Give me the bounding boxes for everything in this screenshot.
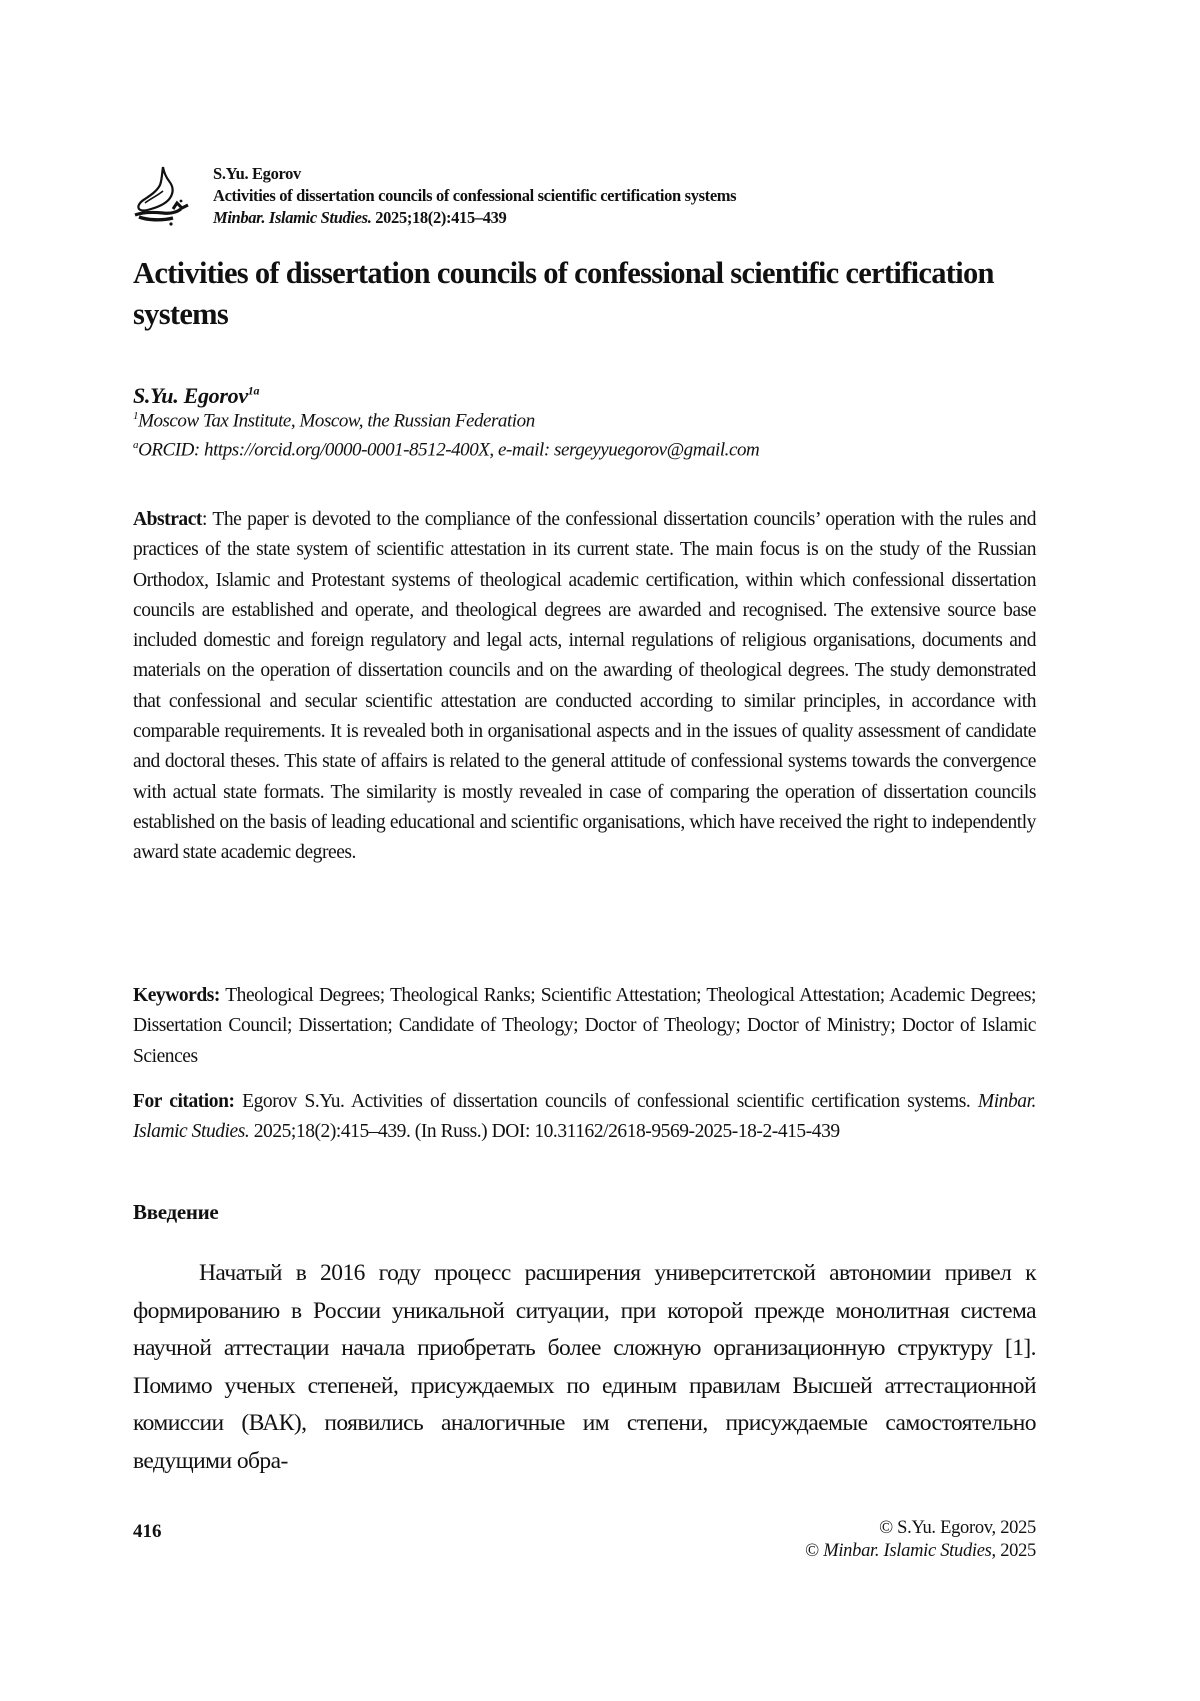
page-number: 416 xyxy=(133,1521,162,1542)
running-header-journal-line xyxy=(213,207,736,229)
author-name: S.Yu. Egorov$^{1a}$ xyxy=(133,383,260,408)
author-superscript: 1a xyxy=(247,383,260,398)
running-header-text xyxy=(213,163,736,229)
running-header-issue: 2025;18(2):415–439 xyxy=(371,208,507,227)
affiliation-text: Moscow Tax Institute, Moscow, the Russian Federation xyxy=(138,410,535,432)
running-header-journal: Minbar. Islamic Studies. xyxy=(213,208,372,227)
orcid-mark: a xyxy=(133,439,139,451)
citation-text-after: 2025;18(2):415–439. (In Russ.) DOI: 10.31162/2618-9569-2025-18-2-415-439 xyxy=(249,1121,840,1143)
abstract-label: Abstract xyxy=(133,509,202,530)
affiliation-mark: 1 xyxy=(133,410,139,422)
citation-journal: Minbar. Islamic Studies. xyxy=(133,1091,1036,1143)
running-header-article-title: Activities of dissertation councils of confessional scientific certification systems xyxy=(213,186,737,205)
keywords-label: Keywords: xyxy=(133,985,220,1006)
affiliation xyxy=(133,410,1033,432)
keywords-text: Theological Degrees; Theological Ranks; Scientific Attestation; Theological Attestation; Academic Degrees; Dissertation Council; Dissertation; Candidate of Theology; Doctor of Theology; Doctor of Ministry; Doctor of Islamic Sciences xyxy=(133,985,1036,1067)
body-paragraph: Начатый в 2016 году процесс расширения университетской автономии привел к формированию в России уникальной ситуации, при которой прежде монолитная система научной аттестации начала приобретать более сложную организационную структуру [1]. Помимо ученых степеней, присуждаемых по единым правилам Высшей аттестационной комиссии (ВАК), появились аналогичные им степени, присуждаемые самостоятельно ведущими обра- xyxy=(133,1260,1036,1474)
abstract-text: : The paper is devoted to the compliance of the confessional dissertation councils’ operation with the rules and practices of the state system of scientific attestation in its current state. The main focus is on the study of the Russian Orthodox, Islamic and Protestant systems of theological academic certification, within which confessional dissertation councils are established and operate, and theological degrees are awarded and recognised. The extensive source base included domestic and foreign regulatory and legal acts, internal regulations of religious organisations, documents and materials on the operation of dissertation councils and on the awarding of theological degrees. The study demonstrated that confessional and secular scientific attestation are conducted according to similar principles, in accordance with comparable requirements. It is revealed both in organisational aspects and in the issues of quality assessment of candidate and doctoral theses. This state of affairs is related to the general attitude of confessional systems towards the convergence with actual state formats. The similarity is mostly revealed in case of comparing the operation of dissertation councils established on the basis of leading educational and scientific organisations, which have received the right to independently award state academic degrees. xyxy=(133,509,1036,864)
citation xyxy=(133,1087,1036,1148)
copyright-author: © S.Yu. Egorov, 2025 xyxy=(879,1518,1036,1538)
abstract xyxy=(133,505,1036,869)
copyright-journal-line: © Minbar. Islamic Studies, 2025 xyxy=(805,1541,1036,1561)
orcid-email xyxy=(133,439,1033,461)
article-title: Activities of dissertation councils of confessional scientific certification systems xyxy=(133,256,994,331)
running-header-author: S.Yu. Egorov xyxy=(213,164,301,183)
citation-text-before: Egorov S.Yu. Activities of dissertation councils of confessional scientific certification systems. xyxy=(234,1091,978,1112)
citation-label: For citation: xyxy=(133,1091,235,1112)
copyright-journal: Minbar. Islamic Studies xyxy=(823,1541,992,1561)
copyright-block xyxy=(805,1517,1036,1563)
orcid-email-text[interactable]: ORCID: https://orcid.org/0000-0001-8512-400X, e-mail: sergeyyuegorov@gmail.com xyxy=(138,439,760,461)
running-header xyxy=(133,163,1033,235)
keywords xyxy=(133,981,1036,1072)
minbar-logo-icon xyxy=(133,165,191,227)
section-heading: Введение xyxy=(133,1200,219,1224)
